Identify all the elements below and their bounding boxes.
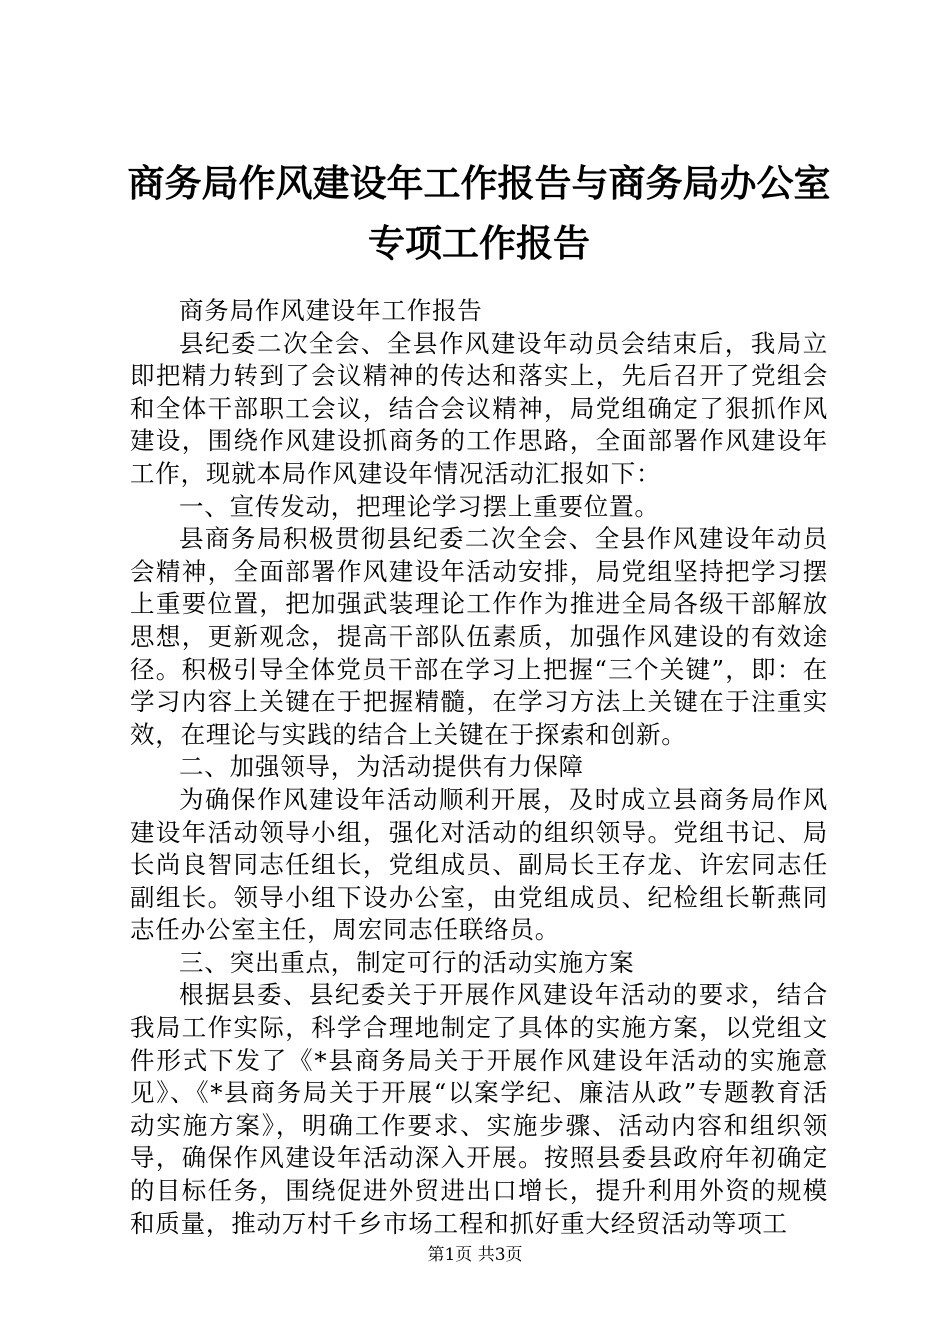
paragraph-section-2: 为确保作风建设年活动顺利开展，及时成立县商务局作风建设年活动领导小组，强化对活动的组织领导。党组书记、局长尚良智同志任组长，党组成员、副局长王存龙、许宏同志任副组长。领导小组下设办公室，由党组成员、纪检组长靳燕同志任办公室主任，周宏同志任联络员。 [130,784,828,945]
report-subtitle: 商务局作风建设年工作报告 [179,296,483,325]
paragraph-section-3: 根据县委、县纪委关于开展作风建设年活动的要求，结合我局工作实际，科学合理地制定了具体的实施方案，以党组文件形式下发了《*县商务局关于开展作风建设年活动的实施意见》、《*县商务局关于开展“以案学纪、廉洁从政”专题教育活动实施方案》，明确工作要求、实施步骤、活动内容和组织领导，确保作风建设年活动深入开展。按照县委县政府年初确定的目标任务，围绕促进外贸进出口增长，提升利用外资的规模和质量，推动万村千乡市场工程和抓好重大经贸活动等项工 [130,980,828,1238]
document-title: 商务局作风建设年工作报告与商务局办公室专项工作报告 [127,161,831,265]
section-heading-1: 一、宣传发动，把理论学习摆上重要位置。 [179,491,660,521]
paragraph-section-1: 县商务局积极贯彻县纪委二次全会、全县作风建设年动员会精神，全面部署作风建设年活动安排，局党组坚持把学习摆上重要位置，把加强武装理论工作作为推进全局各级干部解放思想，更新观念，提高干部队伍素质，加强作风建设的有效途径。积极引导全体党员干部在学习上把握“三个关键”，即：在学习内容上关键在于把握精髓，在学习方法上关键在于注重实效，在理论与实践的结合上关键在于探索和创新。 [130,524,828,749]
section-heading-2: 二、加强领导，为活动提供有力保障 [179,752,584,782]
page-number-footer: 第1页 共3页 [427,1245,523,1265]
document-body [130,295,828,1240]
section-heading-3: 三、突出重点，制定可行的活动实施方案 [179,947,635,977]
paragraph-intro: 县纪委二次全会、全县作风建设年动员会结束后，我局立即把精力转到了会议精神的传达和落实上，先后召开了党组会和全体干部职工会议，结合会议精神，局党组确定了狠抓作风建设，围绕作风建设抓商务的工作思路，全面部署作风建设年工作，现就本局作风建设年情况活动汇报如下： [130,328,828,488]
